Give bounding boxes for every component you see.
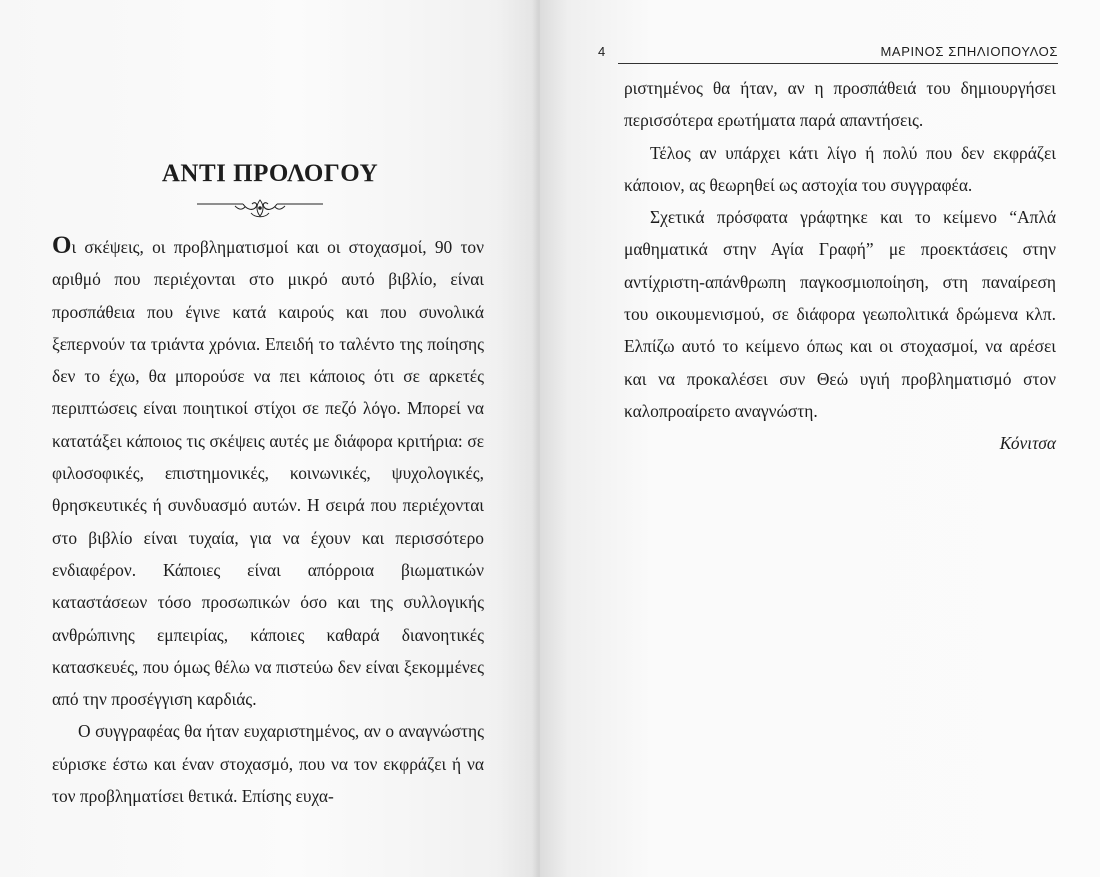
signature-place: Κόνιτσα [999,433,1056,454]
left-page [0,0,540,877]
left-paragraph-2: Ο συγγραφέας θα ήταν ευχαριστημένος, αν ο αναγνώστης εύρισκε έστω και έναν στοχασμό, που να τον εκφράζει ή να τον προβληματίσει θετικά. Επίσης ευχα- [52,721,484,807]
running-head [598,44,1058,64]
left-paragraph-1: Οι σκέψεις, οι προβληματισμοί και οι στοχασμοί, 90 τον αριθμό που περιέχονται στο μικρό αυτό βιβλίο, είναι προσπάθεια που έγινε κατά καιρούς και που συνολικά ξεπερνούν τα τριάντα χρόνια. Επειδή το ταλέντο της ποίησης δεν το έχω, θα μπορούσε να πει κάποιος ότι σε αρκετές περιπτώσεις είναι ποιητικοί στίχοι σε πεζό λόγο. Μπορεί να κατατάξει κάποιος τις σκέψεις αυτές με διάφορα κριτήρια: σε φιλοσοφικές, επιστημονικές, κοινωνικές, ψυχολογικές, θρησκευτικές ή συνδυασμό αυτών. Η σειρά που περιέχονται στο βιβλίο είναι τυχαία, για να έχουν και περισσότερο ενδιαφέρον. Κάποιες είναι απόρροια βιωματικών καταστάσεων τόσο προσωπικών όσο και της συλλογικής ανθρώπινης εμπειρίας, κάποιες καθαρά διανοητικές κατασκευές, που όμως θέλω να πιστεύω δεν είναι ξεκομμένες από την προσέγγιση καρδιάς. [52,232,484,710]
ornament-divider [195,196,325,222]
right-page-body [624,72,1056,460]
header-rule [618,63,1058,64]
running-head-author: ΜΑΡΙΝΟΣ ΣΠΗΛΙΟΠΟΥΛΟΣ [880,44,1058,59]
chapter-title: ΑΝΤΙ ΠΡΟΛΟΓΟΥ [161,160,379,187]
left-page-body [52,230,484,812]
page-number: 4 [598,44,606,59]
right-paragraph-2: Τέλος αν υπάρχει κάτι λίγο ή πολύ που δεν εκφράζει κάποιον, ας θεωρηθεί ως αστοχία του συγγραφέα. [624,142,1056,195]
right-paragraph-1: ριστημένος θα ήταν, αν η προσπάθειά του δημιουργήσει περισσότερα ερωτήματα παρά απαντήσεις. [624,78,1056,131]
right-paragraph-3: Σχετικά πρόσφατα γράφτηκε και το κείμενο “Απλά μαθηματικά στην Αγία Γραφή” με προεκτάσεις στην αντίχριστη-απάνθρωπη παγκοσμιοποίηση, στη παναίρεση του οικουμενισμού, σε διάφορα γεωπολιτικά δρώμενα κλπ. Ελπίζω αυτό το κείμενο όπως και οι στοχασμοί, να αρέσει και να προκαλέσει συν Θεώ υγιή προβληματισμό στον καλοπροαίρετο αναγνώστη. [624,207,1056,421]
